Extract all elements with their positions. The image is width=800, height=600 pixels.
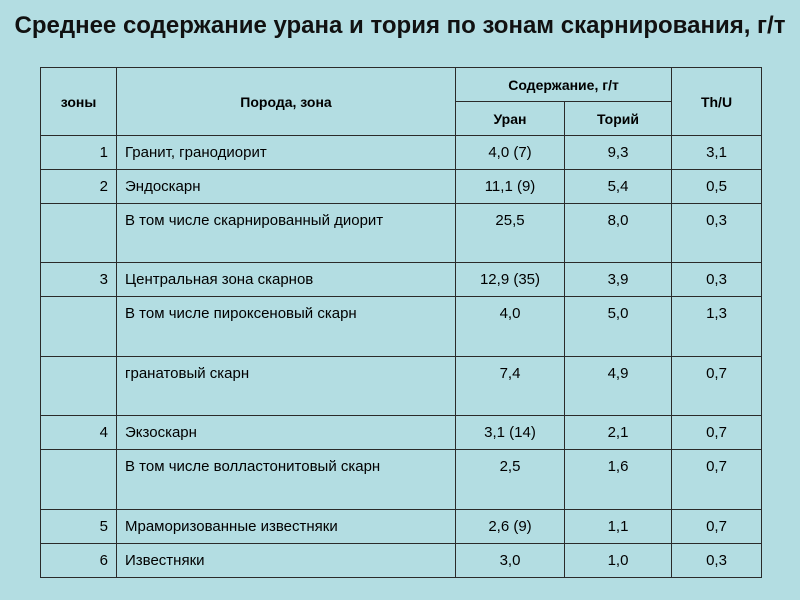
rock-cell: Экзоскарн: [117, 416, 456, 450]
thorium-cell: 1,0: [565, 544, 672, 578]
uranium-cell: 3,1 (14): [456, 416, 565, 450]
thorium-cell: 8,0: [565, 204, 672, 263]
thorium-cell: 5,4: [565, 170, 672, 204]
thorium-cell: 5,0: [565, 297, 672, 357]
table-row: [41, 204, 762, 263]
rock-cell: Гранит, гранодиорит: [117, 136, 456, 170]
table-row: [41, 297, 762, 357]
table-row: [41, 450, 762, 510]
zone-cell: 6: [41, 544, 117, 578]
ratio-cell: 0,7: [672, 510, 762, 544]
uranium-thorium-table: [40, 67, 762, 578]
thorium-cell: 3,9: [565, 263, 672, 297]
table-row: [41, 510, 762, 544]
uranium-cell: 25,5: [456, 204, 565, 263]
ratio-cell: 0,7: [672, 357, 762, 416]
table-row: [41, 263, 762, 297]
thorium-cell: 2,1: [565, 416, 672, 450]
zone-cell: [41, 357, 117, 416]
zone-cell: 4: [41, 416, 117, 450]
zone-cell: 3: [41, 263, 117, 297]
uranium-cell: 4,0 (7): [456, 136, 565, 170]
rock-cell: гранатовый скарн: [117, 357, 456, 416]
zone-cell: [41, 450, 117, 510]
header-zone: зоны: [41, 68, 117, 136]
thorium-cell: 9,3: [565, 136, 672, 170]
rock-cell: Известняки: [117, 544, 456, 578]
header-thorium: Торий: [565, 102, 672, 136]
uranium-cell: 11,1 (9): [456, 170, 565, 204]
ratio-cell: 1,3: [672, 297, 762, 357]
ratio-cell: 3,1: [672, 136, 762, 170]
thorium-cell: 4,9: [565, 357, 672, 416]
thorium-cell: 1,6: [565, 450, 672, 510]
zone-cell: 1: [41, 136, 117, 170]
table-row: [41, 136, 762, 170]
uranium-cell: 4,0: [456, 297, 565, 357]
zone-cell: 2: [41, 170, 117, 204]
table-row: [41, 416, 762, 450]
table-row: [41, 170, 762, 204]
rock-cell: В том числе скарнированный диорит: [117, 204, 456, 263]
uranium-cell: 2,6 (9): [456, 510, 565, 544]
header-ratio: Th/U: [672, 68, 762, 136]
zone-cell: [41, 204, 117, 263]
header-rock: Порода, зона: [117, 68, 456, 136]
ratio-cell: 0,7: [672, 416, 762, 450]
table-row: [41, 544, 762, 578]
uranium-cell: 7,4: [456, 357, 565, 416]
rock-cell: Мраморизованные известняки: [117, 510, 456, 544]
page-title: Среднее содержание урана и тория по зонам скарнирования, г/т: [14, 12, 786, 39]
uranium-cell: 2,5: [456, 450, 565, 510]
rock-cell: В том числе волластонитовый скарн: [117, 450, 456, 510]
thorium-cell: 1,1: [565, 510, 672, 544]
ratio-cell: 0,7: [672, 450, 762, 510]
ratio-cell: 0,3: [672, 263, 762, 297]
header-uranium: Уран: [456, 102, 565, 136]
rock-cell: Эндоскарн: [117, 170, 456, 204]
ratio-cell: 0,5: [672, 170, 762, 204]
ratio-cell: 0,3: [672, 544, 762, 578]
uranium-cell: 12,9 (35): [456, 263, 565, 297]
ratio-cell: 0,3: [672, 204, 762, 263]
zone-cell: [41, 297, 117, 357]
header-content: Содержание, г/т: [456, 68, 672, 102]
table-row: [41, 357, 762, 416]
zone-cell: 5: [41, 510, 117, 544]
uranium-cell: 3,0: [456, 544, 565, 578]
rock-cell: В том числе пироксеновый скарн: [117, 297, 456, 357]
rock-cell: Центральная зона скарнов: [117, 263, 456, 297]
